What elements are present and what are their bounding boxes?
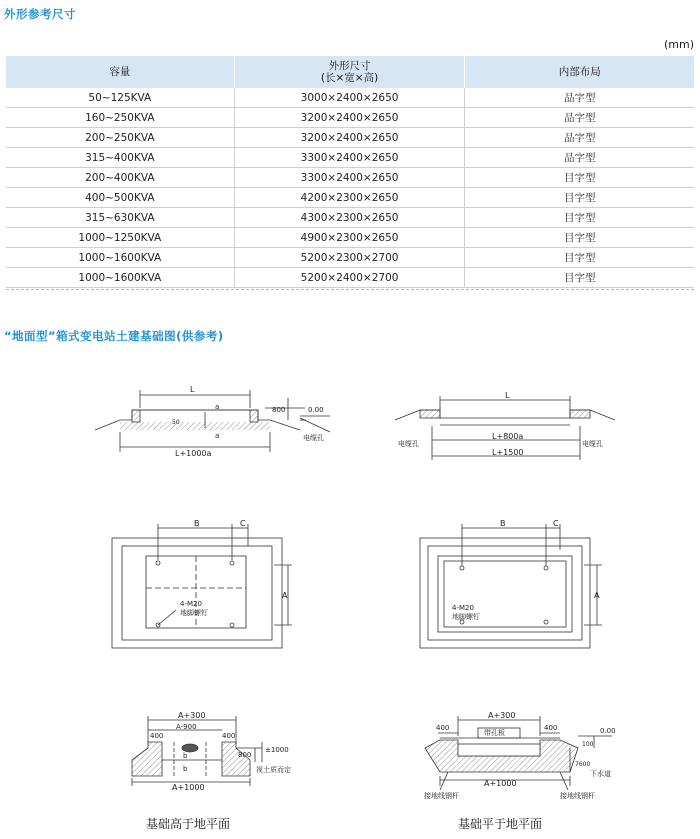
cell-layout: 目字型 [465,228,694,248]
cell-dimensions: 3300×2400×2650 [234,148,465,168]
cell-layout: 品字型 [465,128,694,148]
s2-ground-right: 接地线钢杆 [560,792,595,800]
cell-layout: 目字型 [465,268,694,288]
header-dims-line1: 外形尺寸 [328,60,371,72]
d2-cable-right: 电缆孔 [582,440,603,448]
cell-dimensions: 3000×2400×2650 [234,88,465,108]
cell-dimensions: 3200×2400×2650 [234,128,465,148]
drawing-flush-elevation [395,391,615,460]
plan1-C: C [240,519,246,528]
drawing-section-raised [132,711,291,792]
d1-cable-label: 电缆孔 [303,434,324,442]
s1-b1: b [183,752,188,760]
header-capacity: 容量 [6,56,234,88]
cell-dimensions: 5200×2400×2700 [234,268,465,288]
drawing-plan-left [112,519,292,648]
cell-capacity: 200~250KVA [6,128,234,148]
section-title-foundation: “地面型”箱式变电站土建基础图(供参考) [4,329,224,343]
s1-note: 视土质而定 [256,766,291,774]
cell-layout: 目字型 [465,248,694,268]
caption-raised: 基础高于地平面 [146,817,231,831]
cell-dimensions: 4900×2300×2650 [234,228,465,248]
s1-top2-label: A-900 [176,723,197,731]
d1-L-label: L [190,385,195,394]
cell-capacity: 1000~1600KVA [6,268,234,288]
plan1-bolt-label: 地脚螺钉 [180,609,208,617]
s1-h800: 800 [238,751,252,759]
s1-l400: 400 [150,732,164,740]
cell-dimensions: 3200×2400×2650 [234,108,465,128]
cell-layout: 目字型 [465,188,694,208]
cell-dimensions: 5200×2300×2700 [234,248,465,268]
s1-r400: 400 [222,732,236,740]
cell-capacity: 1000~1250KVA [6,228,234,248]
drawing-plan-right [420,519,602,648]
plan2-bolt-label: 地脚螺钉 [452,613,480,621]
s2-top-label: A+300 [488,711,516,720]
d1-a-label: a [215,403,220,411]
d2-bottom-label: L+1500 [492,448,524,457]
d1-zero-label: 0.00 [308,406,324,414]
cell-capacity: 160~250KVA [6,108,234,128]
cell-capacity: 315~400KVA [6,148,234,168]
cell-capacity: 400~500KVA [6,188,234,208]
cell-dimensions: 4300×2300×2650 [234,208,465,228]
plan1-bolt-size: 4-M20 [180,600,202,608]
s2-r400: 400 [544,724,558,732]
cell-layout: 目字型 [465,208,694,228]
header-dims-line2: (长×宽×高) [320,72,379,84]
s2-plate: 带孔板 [484,729,505,737]
plan2-C: C [553,519,559,528]
s1-b2: b [183,765,188,773]
d1-a-label-2: a [215,432,220,440]
s1-pm1000: ±1000 [265,746,289,754]
s2-h100: 100 [582,741,594,748]
d1-bottom-label: L+1000a [175,449,212,458]
plan2-B: B [500,519,506,528]
s2-bottom-label: A+1000 [484,779,517,788]
unit-label: (mm) [663,38,694,51]
plan1-B: B [194,519,200,528]
cell-layout: 品字型 [465,108,694,128]
d2-cable-left: 电缆孔 [398,440,419,448]
s2-zero: 0.00 [600,727,616,735]
s2-ground-left: 接地线钢杆 [424,792,459,800]
cell-layout: 品字型 [465,148,694,168]
drawing-section-flush [424,711,616,800]
d2-inner-label: L+800a [492,432,524,441]
header-layout: 内部布局 [465,56,694,88]
cell-capacity: 315~630KVA [6,208,234,228]
s1-bottom-label: A+1000 [172,783,205,792]
cell-capacity: 1000~1600KVA [6,248,234,268]
s2-h7600: 7600 [575,761,591,768]
cell-layout: 品字型 [465,88,694,108]
cell-capacity: 50~125KVA [6,88,234,108]
cell-layout: 目字型 [465,168,694,188]
caption-flush: 基础平于地平面 [458,817,543,831]
cell-dimensions: 4200×2300×2650 [234,188,465,208]
plan2-A: A [594,591,600,600]
cell-capacity: 200~400KVA [6,168,234,188]
d1-small-label: 50 [172,419,180,426]
drawing-raised-elevation [95,385,330,458]
cell-dimensions: 3300×2400×2650 [234,168,465,188]
s2-l400: 400 [436,724,450,732]
plan1-A: A [282,591,288,600]
d2-L-label: L [505,391,510,400]
s1-top-label: A+300 [178,711,206,720]
d1-height-label: 800 [272,406,286,414]
plan2-bolt-size: 4-M20 [452,604,474,612]
s2-drain: 下水道 [590,770,611,778]
section-title-dimensions: 外形参考尺寸 [4,7,76,21]
